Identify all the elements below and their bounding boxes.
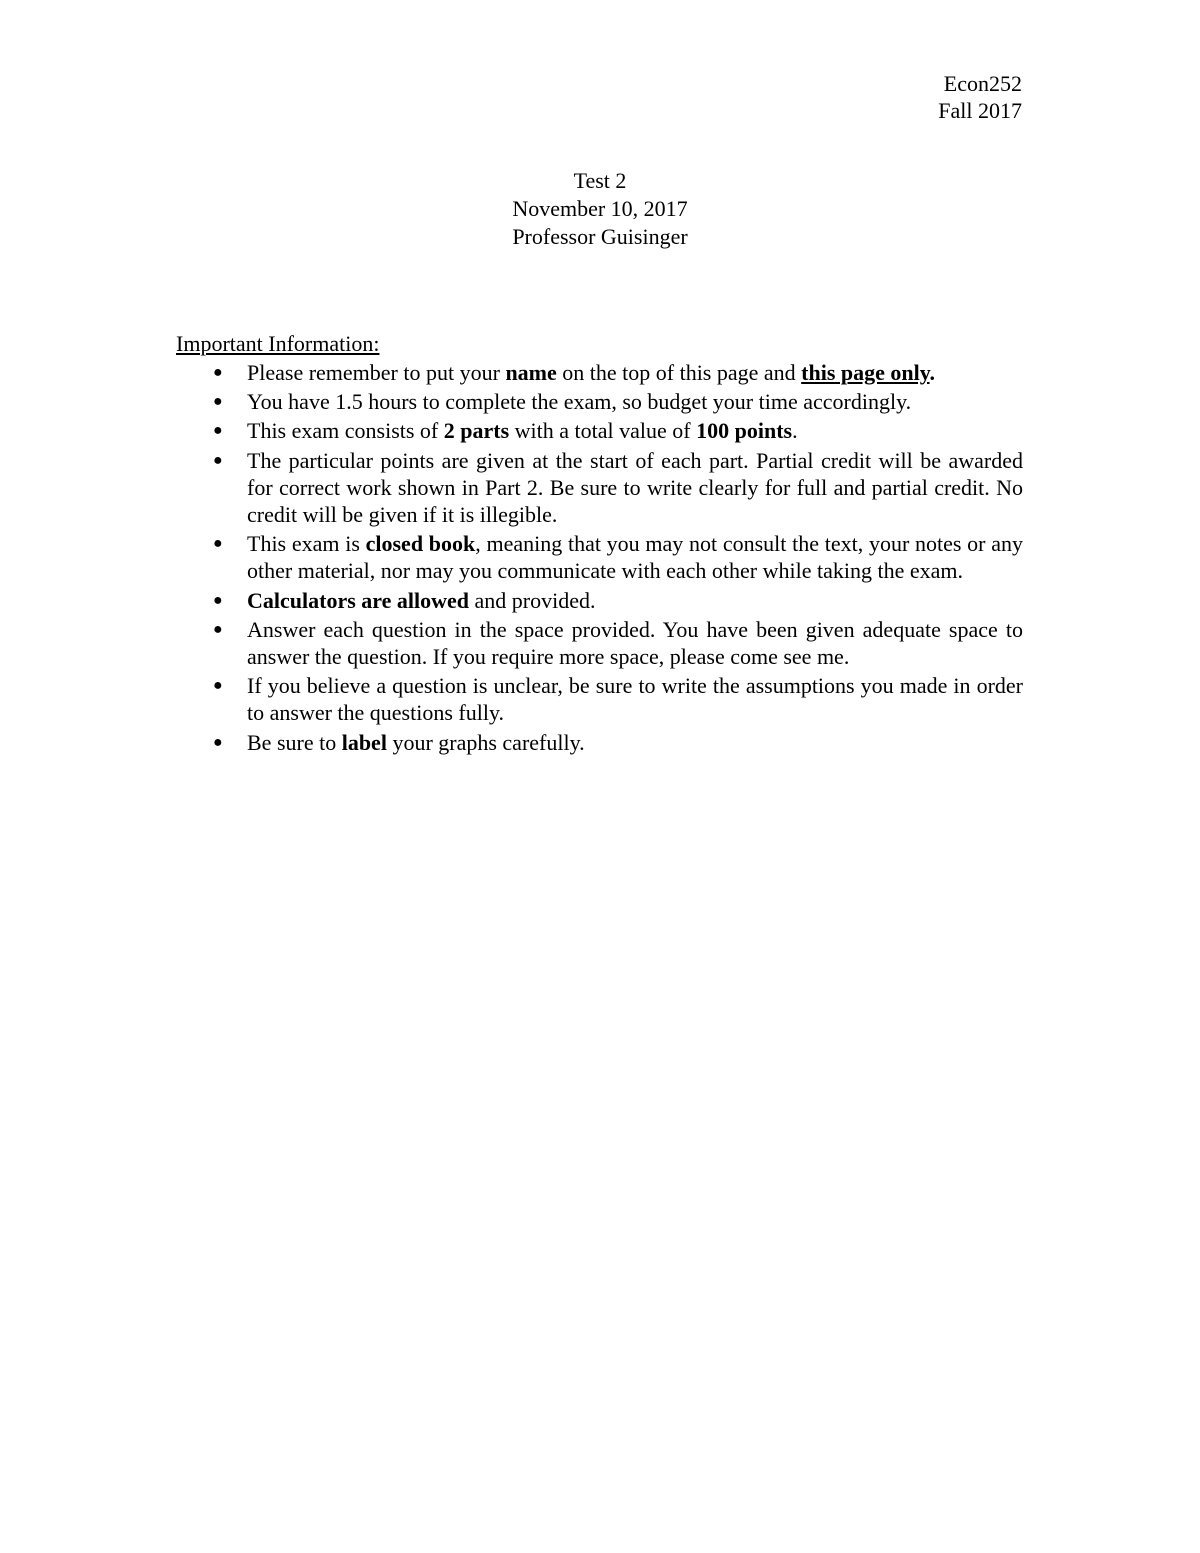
bullet-icon: ●	[213, 620, 223, 638]
exam-professor: Professor Guisinger	[512, 224, 688, 249]
bullet-icon: ●	[213, 733, 223, 751]
bullet-icon: ●	[213, 677, 223, 695]
bullet-icon: ●	[213, 451, 223, 469]
bullet-icon: ●	[213, 422, 223, 440]
list-item: ● The particular points are given at the start of each part. Partial credit will be awarded for correct work shown in Part 2. Be sure to write clearly for full and partial credit. No credit will be given if it is illegible.	[213, 447, 1023, 528]
list-item: ● Be sure to label your graphs carefully.	[213, 729, 585, 755]
bullet-icon: ●	[213, 364, 223, 381]
info-list	[210, 359, 1023, 758]
course-term: Fall 2017	[938, 98, 1022, 123]
bullet-icon: ●	[213, 535, 223, 553]
exam-date: November 10, 2017	[512, 196, 688, 221]
info-heading: Important Information:	[176, 331, 380, 356]
exam-title-block	[0, 167, 1200, 251]
course-code: Econ252	[943, 71, 1022, 96]
list-item: ● Please remember to put your name on the top of this page and this page only.	[213, 360, 936, 385]
list-item: ● Answer each question in the space provided. You have been given adequate space to answer the question. If you require more space, please come see me.	[213, 616, 1023, 670]
course-header	[938, 70, 1022, 124]
exam-title: Test 2	[573, 168, 627, 193]
list-item: ● Calculators are allowed and provided.	[213, 587, 596, 613]
list-item: ● If you believe a question is unclear, be sure to write the assumptions you made in order to answer the questions fully.	[213, 673, 1023, 726]
list-item: ● This exam is closed book, meaning that you may not consult the text, your notes or any other material, nor may you communicate with each other while taking the exam.	[213, 531, 1023, 584]
list-item: ● You have 1.5 hours to complete the exam, so budget your time accordingly.	[213, 389, 912, 415]
bullet-icon: ●	[213, 393, 223, 411]
bullet-icon: ●	[213, 591, 223, 609]
list-item: ● This exam consists of 2 parts with a total value of 100 points.	[213, 418, 798, 444]
